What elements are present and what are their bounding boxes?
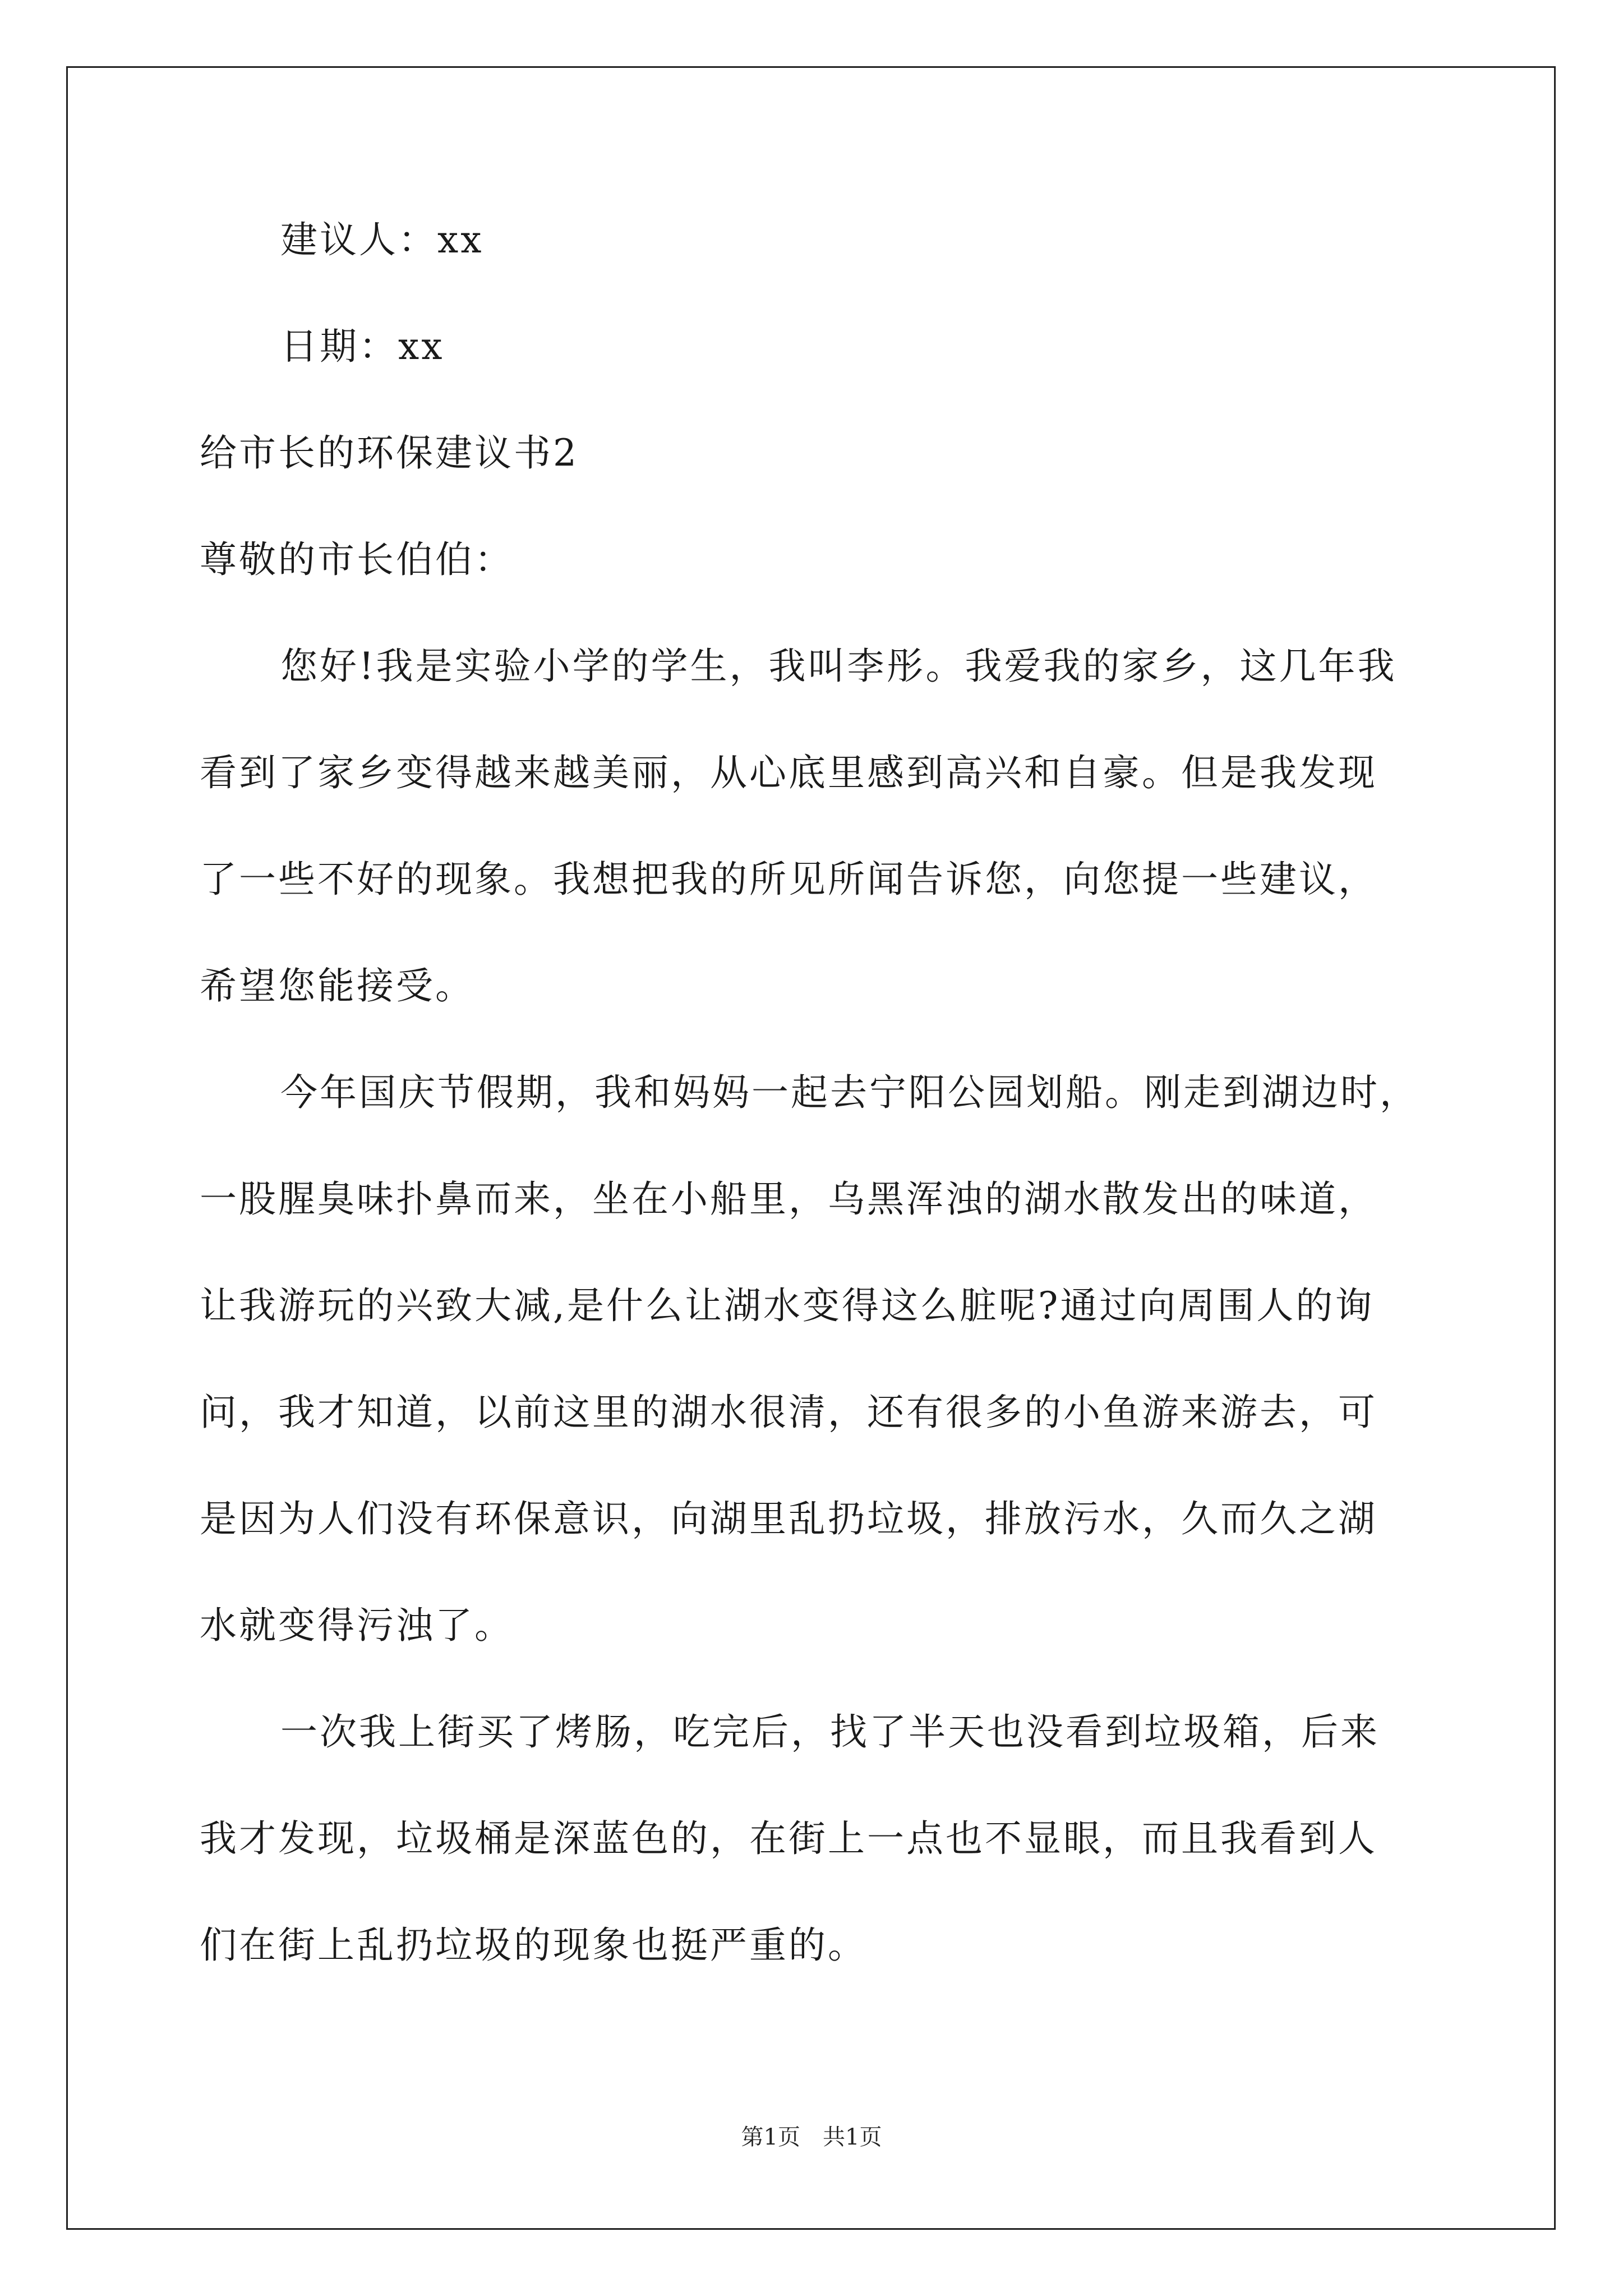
paragraph-2-line-5: 是因为人们没有环保意识，向湖里乱扔垃圾，排放污水，久而久之湖 [200, 1497, 1377, 1540]
paragraph-2-line-3: 让我游玩的兴致大减,是什么让湖水变得这么脏呢?通过向周围人的询 [200, 1284, 1375, 1327]
page-number: 第1页 [741, 2124, 800, 2150]
paragraph-1-line-3: 了一些不好的现象。我想把我的所见所闻告诉您，向您提一些建议， [200, 858, 1377, 901]
page-footer [0, 2126, 1623, 2148]
page-border [66, 66, 1556, 2230]
salutation: 尊敬的市长伯伯： [200, 538, 514, 581]
paragraph-1-line-1: 您好!我是实验小学的学生，我叫李彤。我爱我的家乡，这几年我 [280, 645, 1397, 688]
page-total: 共1页 [823, 2124, 882, 2150]
paragraph-2-line-4: 问，我才知道，以前这里的湖水很清，还有很多的小鱼游来游去，可 [200, 1391, 1377, 1434]
paragraph-1-line-2: 看到了家乡变得越来越美丽，从心底里感到高兴和自豪。但是我发现 [200, 751, 1377, 794]
letter-title: 给市长的环保建议书2 [200, 431, 579, 475]
paragraph-3-line-2: 我才发现，垃圾桶是深蓝色的，在街上一点也不显眼，而且我看到人 [200, 1817, 1377, 1860]
paragraph-1-line-4: 希望您能接受。 [200, 964, 474, 1007]
proposer-line: 建议人：xx [280, 218, 484, 261]
paragraph-2-line-6: 水就变得污浊了。 [200, 1604, 514, 1647]
date-line: 日期：xx [280, 325, 445, 368]
paragraph-3-line-1: 一次我上街买了烤肠，吃完后，找了半天也没看到垃圾箱，后来 [280, 1710, 1380, 1754]
paragraph-2-line-2: 一股腥臭味扑鼻而来，坐在小船里，乌黑浑浊的湖水散发出的味道， [200, 1177, 1377, 1221]
paragraph-2-line-1: 今年国庆节假期，我和妈妈一起去宁阳公园划船。刚走到湖边时， [280, 1071, 1419, 1114]
paragraph-3-line-3: 们在街上乱扔垃圾的现象也挺严重的。 [200, 1924, 867, 1967]
